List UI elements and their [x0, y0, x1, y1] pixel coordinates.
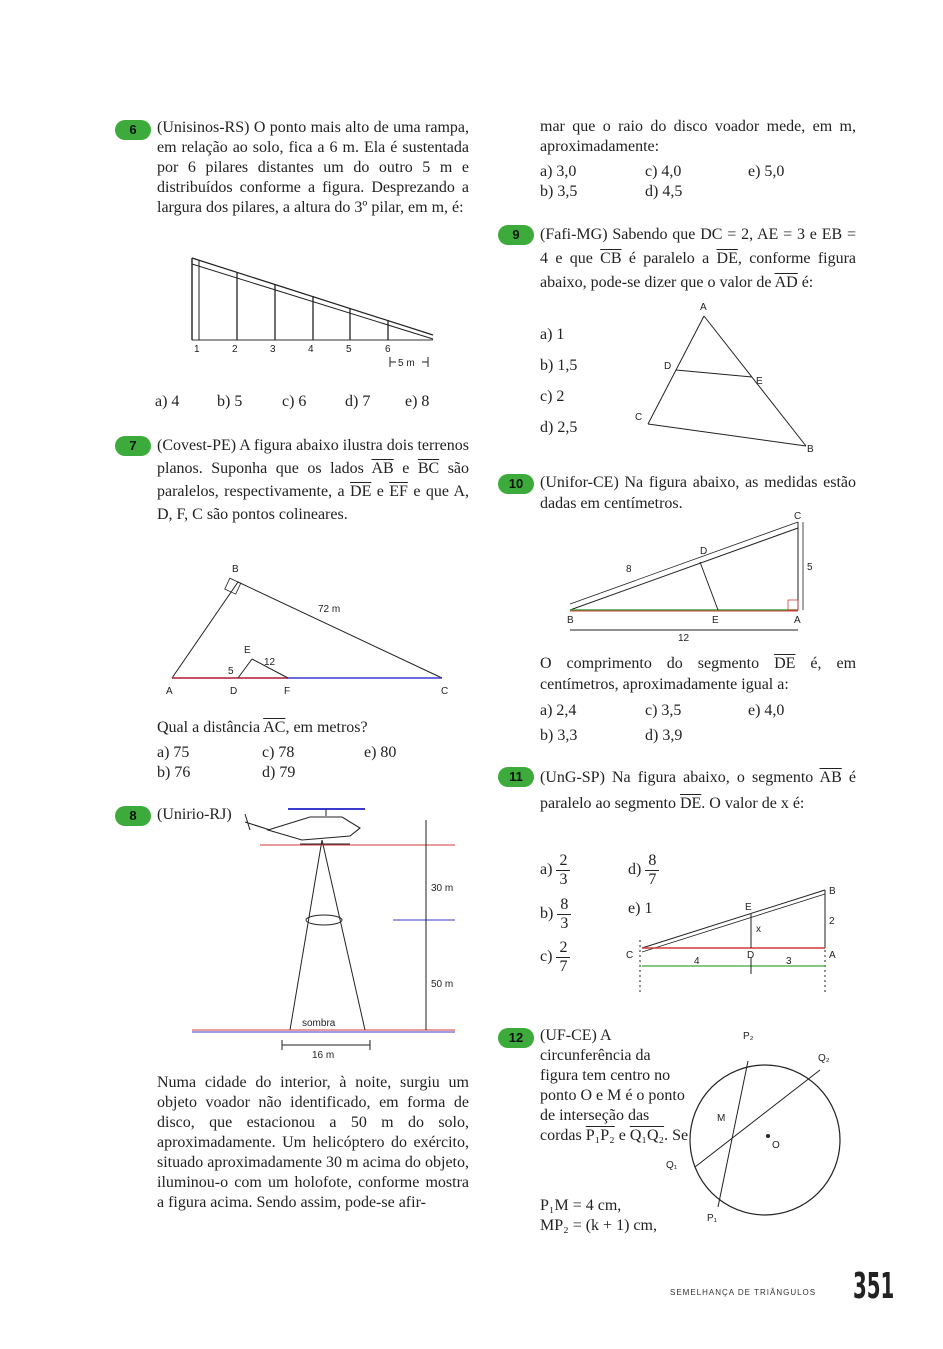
- vertex-a: A: [700, 302, 707, 313]
- vertex-b: B: [829, 886, 836, 897]
- length-ca: 5: [807, 562, 813, 573]
- vertex-a: A: [829, 950, 836, 961]
- question-8-text: Numa cidade do interior, à noite, surgiu um objeto voador não identificado, em forma de disco, que estacionou a 50 m do solo, aproximadamente. Um helicóptero do exército, situado aproximadamente 30 m acima do objeto, iluminou-o com um holofote, conforme mostra a figura acima. Sendo assim, pode-se afir-: [157, 1074, 469, 1211]
- q8-option-a[interactable]: a) 3,0: [540, 163, 577, 180]
- q11-option-a[interactable]: a) $\frac{2}{3}$: [540, 852, 570, 889]
- q10-question: O comprimento do segmento $\overline{DE}$ é, em centímetros, aproximadamente igual a:: [540, 655, 857, 693]
- q8-option-d[interactable]: d) 4,5: [645, 183, 683, 200]
- question-10-badge: 10: [498, 474, 534, 494]
- height-lower: 50 m: [431, 979, 454, 990]
- question-12-text: (UF-CE) A circunferência da figura tem centro no ponto O e M é o ponto de interseção das cordas P₁P₂ e Q₁Q₂. Se: [540, 1027, 689, 1144]
- q11-option-e[interactable]: e) 1: [628, 900, 653, 917]
- height-upper: 30 m: [431, 883, 454, 894]
- question-11-text: (UnG-SP) Na figura abaixo, o segmento $\overline{AB}$ é paralelo ao segmento $\overline{DE}$. O valor de x é:: [540, 769, 857, 812]
- length-ab: 2: [829, 916, 835, 927]
- circle-figure: [666, 1025, 850, 1240]
- vertex-d: D: [747, 950, 755, 961]
- shadow-width: 16 m: [312, 1050, 335, 1061]
- q7-option-c[interactable]: c) 78: [262, 744, 295, 761]
- question-7-badge: 7: [115, 436, 151, 456]
- length-de: 5: [228, 666, 234, 677]
- question-9-text: (Fafi-MG) Sabendo que DC = 2, AE = 3 e EB = 4 e que $\overline{CB}$ é paralelo a $\overline{DE}$, conforme figura abaixo, pode-se dizer que o valor de $\overline{AD}$ é:: [540, 226, 857, 291]
- spacing-label: 5 m: [398, 358, 415, 369]
- question-10-text: (Unifor-CE) Na figura abaixo, as medidas estão dadas em centímetros.: [540, 474, 856, 512]
- length-da: 3: [786, 956, 792, 967]
- pillar-label: 5: [346, 344, 352, 355]
- length-ef: 12: [264, 657, 276, 668]
- vertex-d: D: [700, 546, 708, 557]
- pillar-label: 1: [194, 344, 200, 355]
- question-8-continuation: mar que o raio do disco voador mede, em m, aproximadamente:: [540, 118, 856, 155]
- question-11-badge: 11: [498, 767, 534, 787]
- footer-chapter-title: SEMELHANÇA DE TRIÂNGULOS: [670, 1288, 817, 1297]
- length-cd: 4: [694, 956, 700, 967]
- vertex-b: B: [807, 444, 814, 455]
- vertex-c: C: [794, 511, 802, 522]
- q11-option-c[interactable]: c) $\frac{2}{7}$: [540, 939, 570, 976]
- q9-option-c[interactable]: c) 2: [540, 388, 565, 405]
- q8-option-e[interactable]: e) 5,0: [748, 163, 785, 180]
- right-triangle-figure: [560, 510, 830, 645]
- helicopter-figure: [190, 800, 470, 1065]
- vertex-c: C: [441, 686, 449, 697]
- parallel-segments-figure: [620, 880, 840, 995]
- q8-source: (Unirio-RJ): [157, 806, 232, 823]
- point-q2: Q₂: [818, 1053, 830, 1064]
- triangle-figure: [630, 298, 830, 458]
- q12-line-1: P₁M = 4 cm,: [540, 1197, 622, 1214]
- vertex-e: E: [712, 615, 719, 626]
- vertex-c: C: [635, 412, 643, 423]
- q10-option-a[interactable]: a) 2,4: [540, 702, 577, 719]
- pillar-label: 3: [270, 344, 276, 355]
- vertex-e: E: [244, 645, 251, 656]
- terrain-figure: [160, 560, 460, 700]
- q6-option-c[interactable]: c) 6: [282, 393, 307, 410]
- q7-question: Qual a distância $\overline{AC}$, em metros?: [157, 719, 368, 736]
- point-o: O: [772, 1140, 780, 1151]
- q10-option-e[interactable]: e) 4,0: [748, 702, 785, 719]
- question-6-badge: 6: [115, 120, 151, 140]
- ramp-figure: [190, 250, 440, 375]
- pillar-label: 4: [308, 344, 314, 355]
- q10-option-b[interactable]: b) 3,3: [540, 727, 578, 744]
- length-bd: 8: [626, 564, 632, 575]
- vertex-c: C: [626, 950, 634, 961]
- question-6-text: (Unisinos-RS) O ponto mais alto de uma rampa, em relação ao solo, fica a 6 m. Ela é sustentada por 6 pilares distantes um do outro 5 m e distribuídos conforme a figura. Desprezando a largura dos pilares, a altura do 3º pilar, em m, é:: [157, 119, 469, 216]
- question-8-badge: 8: [115, 806, 151, 826]
- q10-option-c[interactable]: c) 3,5: [645, 702, 682, 719]
- vertex-b: B: [232, 564, 239, 575]
- q9-option-b[interactable]: b) 1,5: [540, 357, 578, 374]
- vertex-a: A: [794, 615, 801, 626]
- question-12-badge: 12: [498, 1028, 534, 1048]
- length-bc: 72 m: [318, 604, 341, 615]
- point-q1: Q₁: [666, 1160, 678, 1171]
- vertex-b: B: [567, 615, 574, 626]
- q7-option-b[interactable]: b) 76: [157, 764, 191, 781]
- length-x: x: [756, 924, 761, 935]
- q6-option-b[interactable]: b) 5: [217, 393, 243, 410]
- vertex-e: E: [756, 376, 763, 387]
- q8-option-b[interactable]: b) 3,5: [540, 183, 578, 200]
- q7-option-a[interactable]: a) 75: [157, 744, 190, 761]
- page-number: 351: [853, 1266, 895, 1307]
- q7-option-d[interactable]: d) 79: [262, 764, 296, 781]
- vertex-d: D: [230, 686, 238, 697]
- shadow-label: sombra: [302, 1018, 336, 1029]
- q9-option-d[interactable]: d) 2,5: [540, 419, 578, 436]
- q11-option-b[interactable]: b) $\frac{8}{3}$: [540, 896, 571, 933]
- vertex-a: A: [166, 686, 173, 697]
- q9-option-a[interactable]: a) 1: [540, 326, 565, 343]
- pillar-label: 2: [232, 344, 238, 355]
- vertex-f: F: [284, 686, 291, 697]
- q8-option-c[interactable]: c) 4,0: [645, 163, 682, 180]
- vertex-e: E: [745, 902, 752, 913]
- point-m: M: [717, 1113, 726, 1124]
- q6-option-a[interactable]: a) 4: [155, 393, 180, 410]
- q10-option-d[interactable]: d) 3,9: [645, 727, 683, 744]
- q12-line-2: MP₂ = (k + 1) cm,: [540, 1217, 657, 1234]
- question-9-badge: 9: [498, 225, 534, 245]
- length-ba: 12: [678, 633, 690, 644]
- q6-option-d[interactable]: d) 7: [345, 393, 371, 410]
- vertex-d: D: [664, 361, 672, 372]
- pillar-label: 6: [385, 344, 391, 355]
- q11-option-d[interactable]: d) $\frac{8}{7}$: [628, 852, 659, 889]
- question-7-text: (Covest-PE) A figura abaixo ilustra dois terrenos planos. Suponha que os lados $\overline{AB}$ e $\overline{BC}$ são paralelos, respectivamente, a $\overline{DE}$ e $\overline{EF}$ e que A, D, F, C são pontos colineares.: [157, 437, 470, 523]
- q6-option-e[interactable]: e) 8: [405, 393, 430, 410]
- point-p2: P₂: [743, 1031, 754, 1042]
- q7-option-e[interactable]: e) 80: [364, 744, 397, 761]
- point-p1: P₁: [707, 1213, 718, 1224]
